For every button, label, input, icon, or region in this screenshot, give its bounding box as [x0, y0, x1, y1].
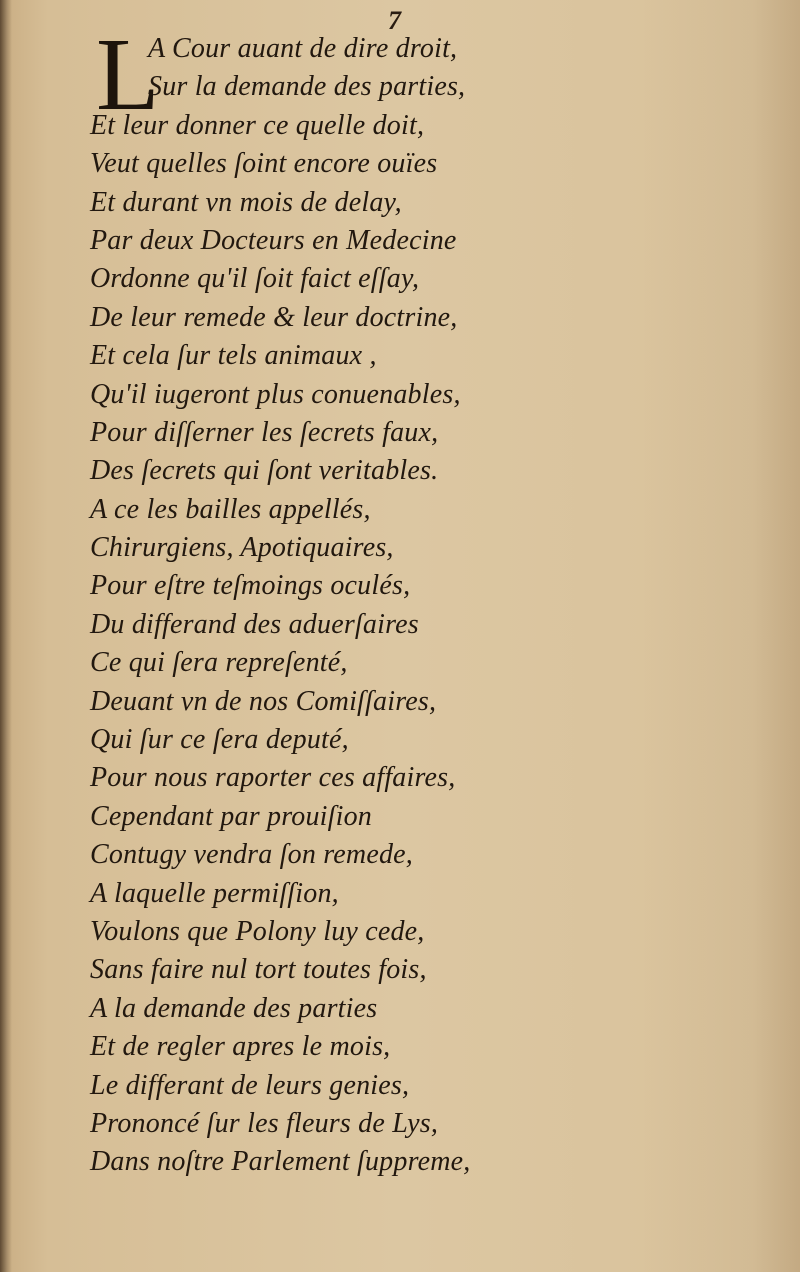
verse-line: Sur la demande des parties,: [148, 71, 466, 103]
verse-line: Qui ſur ce ſera deputé,: [90, 724, 349, 756]
verse-line: A la demande des parties: [90, 992, 378, 1024]
verse-line: Voulons que Polony luy cede,: [90, 915, 425, 947]
page-edge-shadow: [0, 0, 12, 1272]
verse-line: Veut quelles ſoint encore ouïes: [90, 148, 438, 180]
verse-line: A laquelle permiſſion,: [90, 877, 339, 909]
verse-line: De leur remede & leur doctrine,: [90, 301, 458, 333]
verse-line: Dans noſtre Parlement ſuppreme,: [90, 1146, 471, 1178]
verse-line: Pour diſſerner les ſecrets faux,: [90, 416, 439, 448]
verse-line: Pour nous raporter ces affaires,: [90, 762, 456, 794]
verse-line: Et cela ſur tels animaux ,: [90, 340, 377, 372]
verse-line: Et leur donner ce quelle doit,: [90, 109, 425, 141]
verse-line: Ordonne qu'il ſoit faict eſſay,: [90, 263, 420, 295]
show-through-shade: [640, 0, 800, 1272]
verse-line: Des ſecrets qui ſont veritables.: [90, 455, 439, 487]
verse-line: Du differand des aduerſaires: [90, 608, 419, 640]
verse-line: Qu'il iugeront plus conuenables,: [90, 378, 461, 410]
page-number: 7: [388, 6, 401, 35]
verse-line: Et durant vn mois de delay,: [90, 186, 402, 218]
verse-line: Cependant par prouiſion: [90, 800, 373, 832]
verse-line: Ce qui ſera repreſenté,: [90, 647, 348, 679]
verse-line: Et de regler apres le mois,: [90, 1031, 391, 1063]
verse-line: A ce les bailles appellés,: [90, 493, 371, 525]
verse-line: Sans faire nul tort toutes fois,: [90, 954, 427, 986]
verse-line: A Cour auant de dire droit,: [148, 33, 458, 64]
verse-line: Chirurgiens, Apotiquaires,: [90, 532, 394, 564]
verse-line: Prononcé ſur les fleurs de Lys,: [90, 1107, 439, 1139]
verse-line: Pour eſtre teſmoings oculés,: [90, 570, 411, 602]
poem-text: [90, 17, 560, 1182]
verse-line: Par deux Docteurs en Medecine: [90, 224, 457, 256]
verse-line: Contugy vendra ſon remede,: [90, 839, 413, 871]
drop-cap: L: [96, 17, 160, 132]
verse-line: Deuant vn de nos Comiſſaires,: [90, 685, 437, 717]
verse-line: Le differant de leurs genies,: [90, 1069, 410, 1101]
